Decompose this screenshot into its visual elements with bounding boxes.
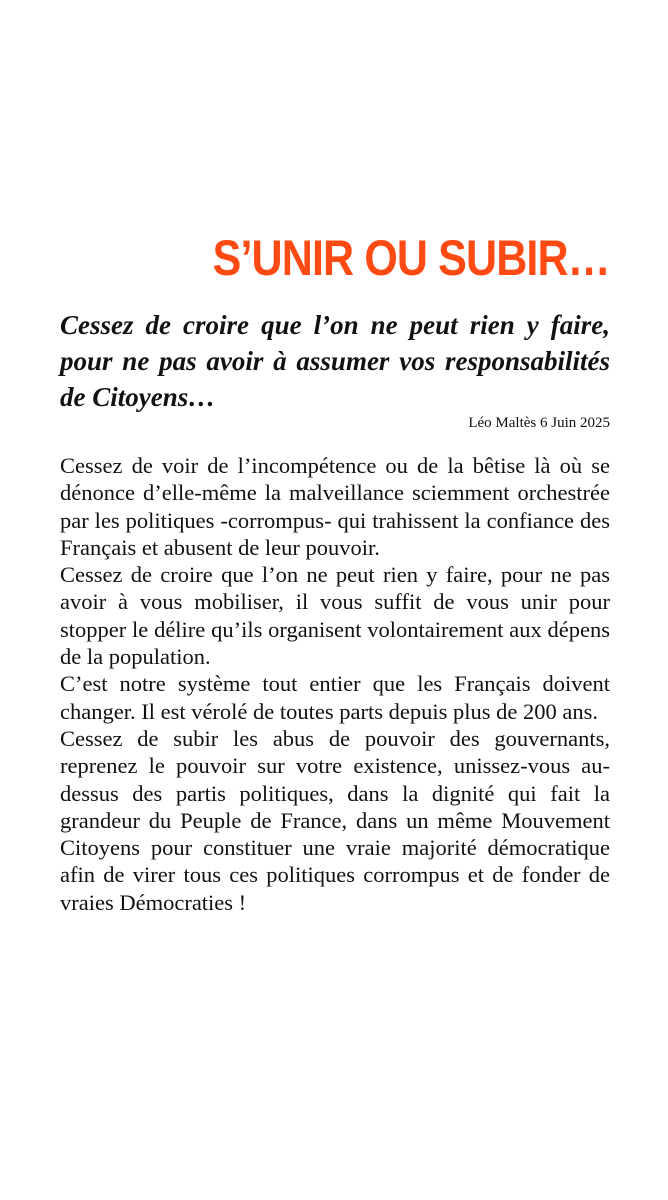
subtitle: Cessez de croire que l’on ne peut rien y faire, pour ne pas avoir à assumer vos responsabilités de Citoyens… [60,310,610,412]
paragraph: Cessez de subir les abus de pouvoir des gouvernants, reprenez le pouvoir sur votre existence, unissez-vous au-dessus des partis politiques, dans la dignité qui fait la grandeur du Peuple de France, dans un même Mouvement Citoyens pour constituer une vraie majorité démocratique afin de virer tous ces politiques corrompus et de fonder de vraies Démocraties ! [60,725,610,915]
document-page [60,0,610,1200]
paragraph: C’est notre système tout entier que les Français doivent changer. Il est vérolé de toutes parts depuis plus de 200 ans. [60,671,610,724]
paragraph: Cessez de voir de l’incompétence ou de la bêtise là où se dénonce d’elle-même la malveillance sciemment orchestrée par les politiques -corrompus- qui trahissent la confiance des Français et abusent de leur pouvoir. [60,453,610,560]
body-text [60,452,610,916]
page-title: S’UNIR OU SUBIR… [212,230,610,286]
author-date: Léo Maltès 6 Juin 2025 [468,415,610,431]
paragraph: Cessez de croire que l’on ne peut rien y faire, pour ne pas avoir à vous mobiliser, il vous suffit de vous unir pour stopper le délire qu’ils organisent volontairement aux dépens de la population. [60,562,610,670]
